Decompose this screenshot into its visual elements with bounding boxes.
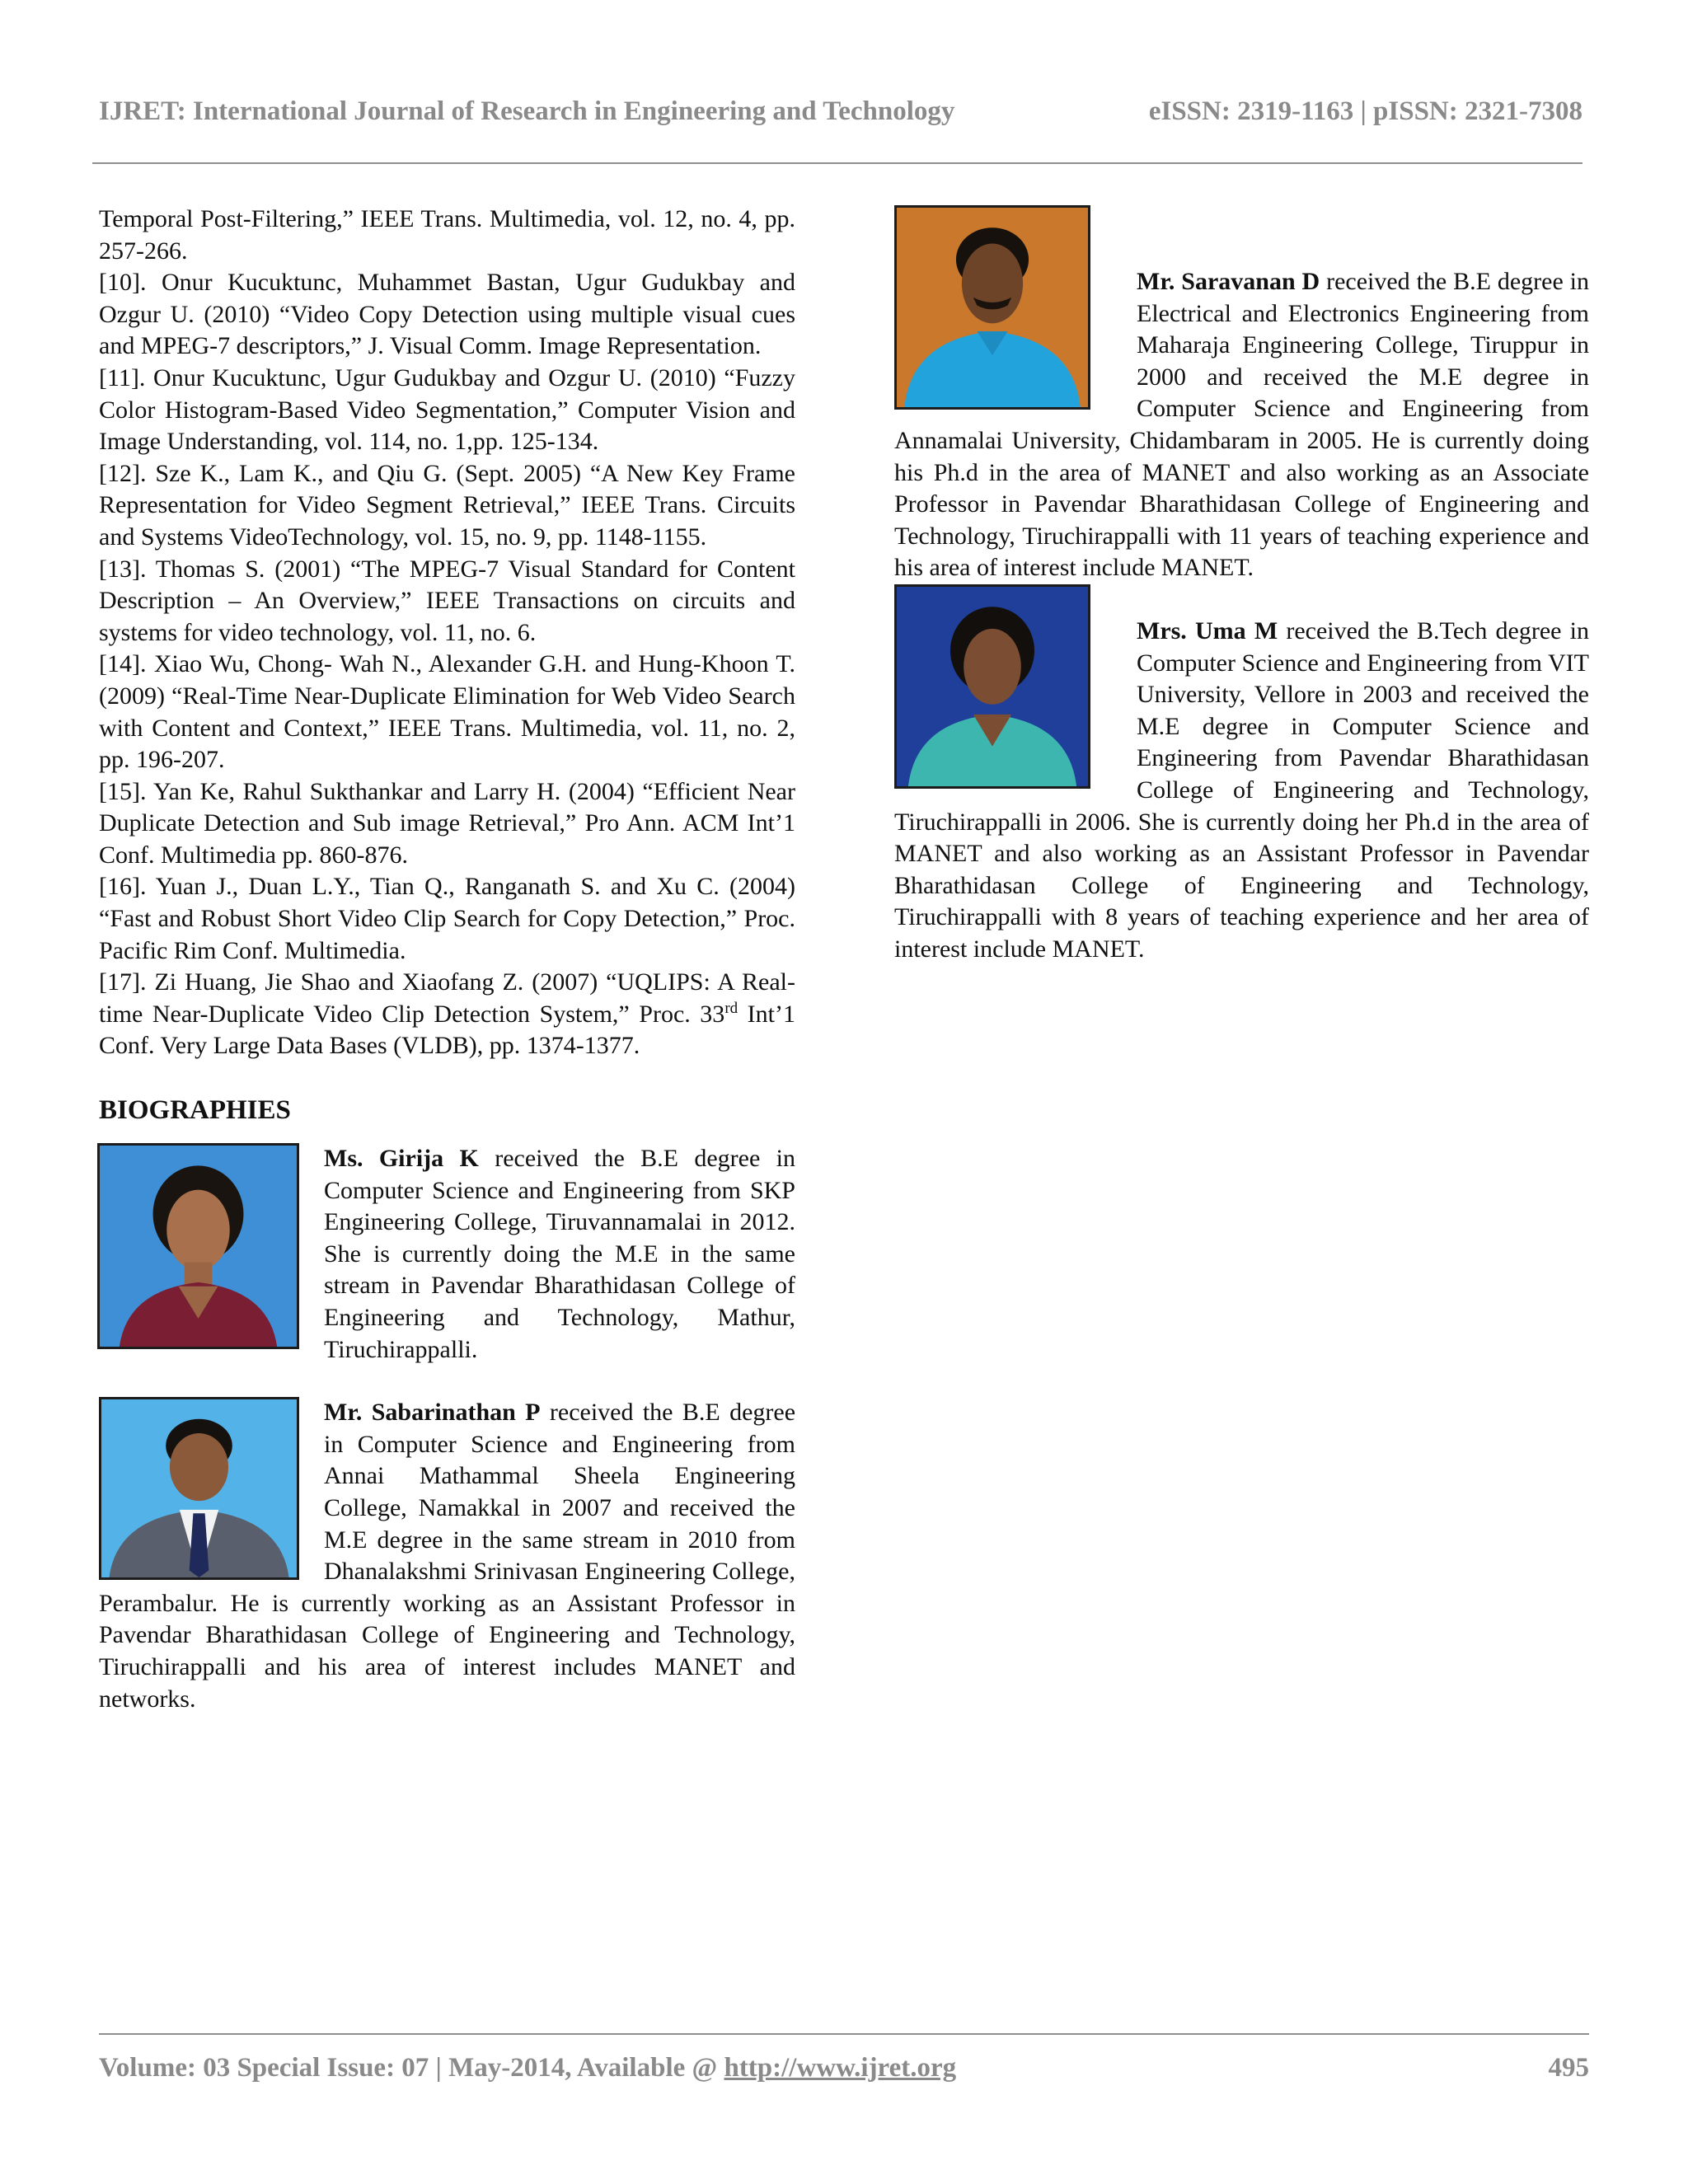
reference-17-tail: Int’1 Conf. Very Large Data Bases (VLDB), pp. 1374-1377. [99, 1000, 795, 1060]
footer-volume-info [99, 2053, 956, 2083]
bio-body-sabarinathan: received the B.E degree in Computer Science and Engineering from Annai Mathammal Sheela Engineering College, Namakkal in 2007 and received the M.E degree in the same stream in 2010 from Dhanalakshmi Srinivasan Engineering College, Perambalur. He is currently working as an Assistant Professor in Pavendar Bharathidasan College of Engineering and Technology, Tiruchirappalli and his area of interest includes MANET and networks. [99, 1399, 796, 1713]
reference-16: [16]. Yuan J., Duan L.Y., Tian Q., Ranganath S. and Xu C. (2004) “Fast and Robust Short Video Clip Search for Copy Detection,” Proc. Pacific Rim Conf. Multimedia. [99, 873, 795, 964]
issn-label: eISSN: 2319-1163 | pISSN: 2321-7308 [1148, 96, 1582, 126]
bio-sabarinathan [99, 1397, 795, 1715]
journal-website-link[interactable]: http://www.ijret.org [724, 2053, 957, 2083]
bio-name-saravanan: Mr. Saravanan D [1137, 268, 1320, 295]
bio-uma [894, 616, 1589, 966]
bio-name-sabarinathan: Mr. Sabarinathan P [324, 1399, 541, 1427]
reference-17-superscript: rd [724, 999, 738, 1017]
reference-10: [10]. Onur Kucuktunc, Muhammet Bastan, Ugur Gudukbay and Ozgur U. (2010) “Video Copy Detection using multiple visual cues and MPEG-7 descriptors,” J. Visual Comm. Image Representation. [99, 269, 795, 360]
bio-name-girija: Ms. Girija K [324, 1145, 479, 1173]
footer-divider [99, 2033, 1589, 2035]
right-column [894, 204, 1589, 965]
bio-name-uma: Mrs. Uma M [1137, 616, 1278, 644]
page-number: 495 [1548, 2053, 1589, 2083]
header-divider [92, 162, 1582, 164]
reference-15: [15]. Yan Ke, Rahul Sukthankar and Larry H. (2004) “Efficient Near Duplicate Detection and Sub image Retrieval,” Pro Ann. ACM Int’1 Conf. Multimedia pp. 860-876. [99, 777, 795, 869]
journal-title: IJRET: International Journal of Research in Engineering and Technology [99, 96, 955, 126]
portrait-photo-saravanan [894, 205, 1090, 410]
left-column [99, 204, 795, 1715]
portrait-photo-sabarinathan [99, 1397, 299, 1580]
footer-volume-text: Volume: 03 Special Issue: 07 | May-2014, Available @ [99, 2053, 724, 2083]
portrait-photo-girija [97, 1143, 299, 1349]
reference-17 [99, 967, 795, 1062]
bio-saravanan [894, 204, 1589, 584]
biographies-heading: BIOGRAPHIES [99, 1095, 291, 1126]
bio-body-uma: received the B.Tech degree in Computer Science and Engineering from VIT University, Vellore in 2003 and received the M.E degree in Computer Science and Engineering from Pavendar Bharathidasan College of Engineering and Technology, Tiruchirappalli in 2006. She is currently doing her Ph.d in the area of MANET and also working as an Assistant Professor in Pavendar Bharathidasan College of Engineering and Technology, Tiruchirappalli with 8 years of teaching experience and her area of interest include MANET. [894, 616, 1589, 963]
reference-continuation: Temporal Post-Filtering,” IEEE Trans. Multimedia, vol. 12, no. 4, pp. 257-266. [99, 205, 795, 265]
bio-body-girija: received the B.E degree in Computer Science and Engineering from SKP Engineering College, Tiruvannamalai in 2012. She is currently doing the M.E in the same stream in Pavendar Bharathidasan College of Engineering and Technology, Mathur, Tiruchirappalli. [324, 1145, 795, 1363]
bio-girija [99, 1143, 795, 1366]
reference-12: [12]. Sze K., Lam K., and Qiu G. (Sept. 2005) “A New Key Frame Representation for Video Segment Retrieval,” IEEE Trans. Circuits and Systems VideoTechnology, vol. 15, no. 9, pp. 1148-1155. [99, 459, 795, 551]
bio-body-saravanan: received the B.E degree in Electrical and Electronics Engineering from Maharaja Engineering College, Tiruppur in 2000 and received the M.E degree in Computer Science and Engineering from Annamalai University, Chidambaram in 2005. He is currently doing his Ph.d in the area of MANET and also working as an Associate Professor in Pavendar Bharathidasan College of Engineering and Technology, Tiruchirappalli with 11 years of teaching experience and his area of interest include MANET. [894, 268, 1589, 582]
reference-13: [13]. Thomas S. (2001) “The MPEG-7 Visual Standard for Content Description – An Overview,” IEEE Transactions on circuits and systems for video technology, vol. 11, no. 6. [99, 555, 795, 646]
reference-17-text: [17]. Zi Huang, Jie Shao and Xiaofang Z. (2007) “UQLIPS: A Real-time Near-Duplicate Video Clip Detection System,” Proc. 33 [99, 968, 795, 1028]
reference-11: [11]. Onur Kucuktunc, Ugur Gudukbay and Ozgur U. (2010) “Fuzzy Color Histogram-Based Video Segmentation,” Computer Vision and Image Understanding, vol. 114, no. 1,pp. 125-134. [99, 363, 795, 456]
reference-14: [14]. Xiao Wu, Chong- Wah N., Alexander G.H. and Hung-Khoon T.(2009) “Real-Time Near-Duplicate Elimination for Web Video Search with Content and Context,” IEEE Trans. Multimedia, vol. 11, no. 2, pp. 196-207. [99, 650, 795, 774]
portrait-photo-uma [894, 584, 1090, 789]
